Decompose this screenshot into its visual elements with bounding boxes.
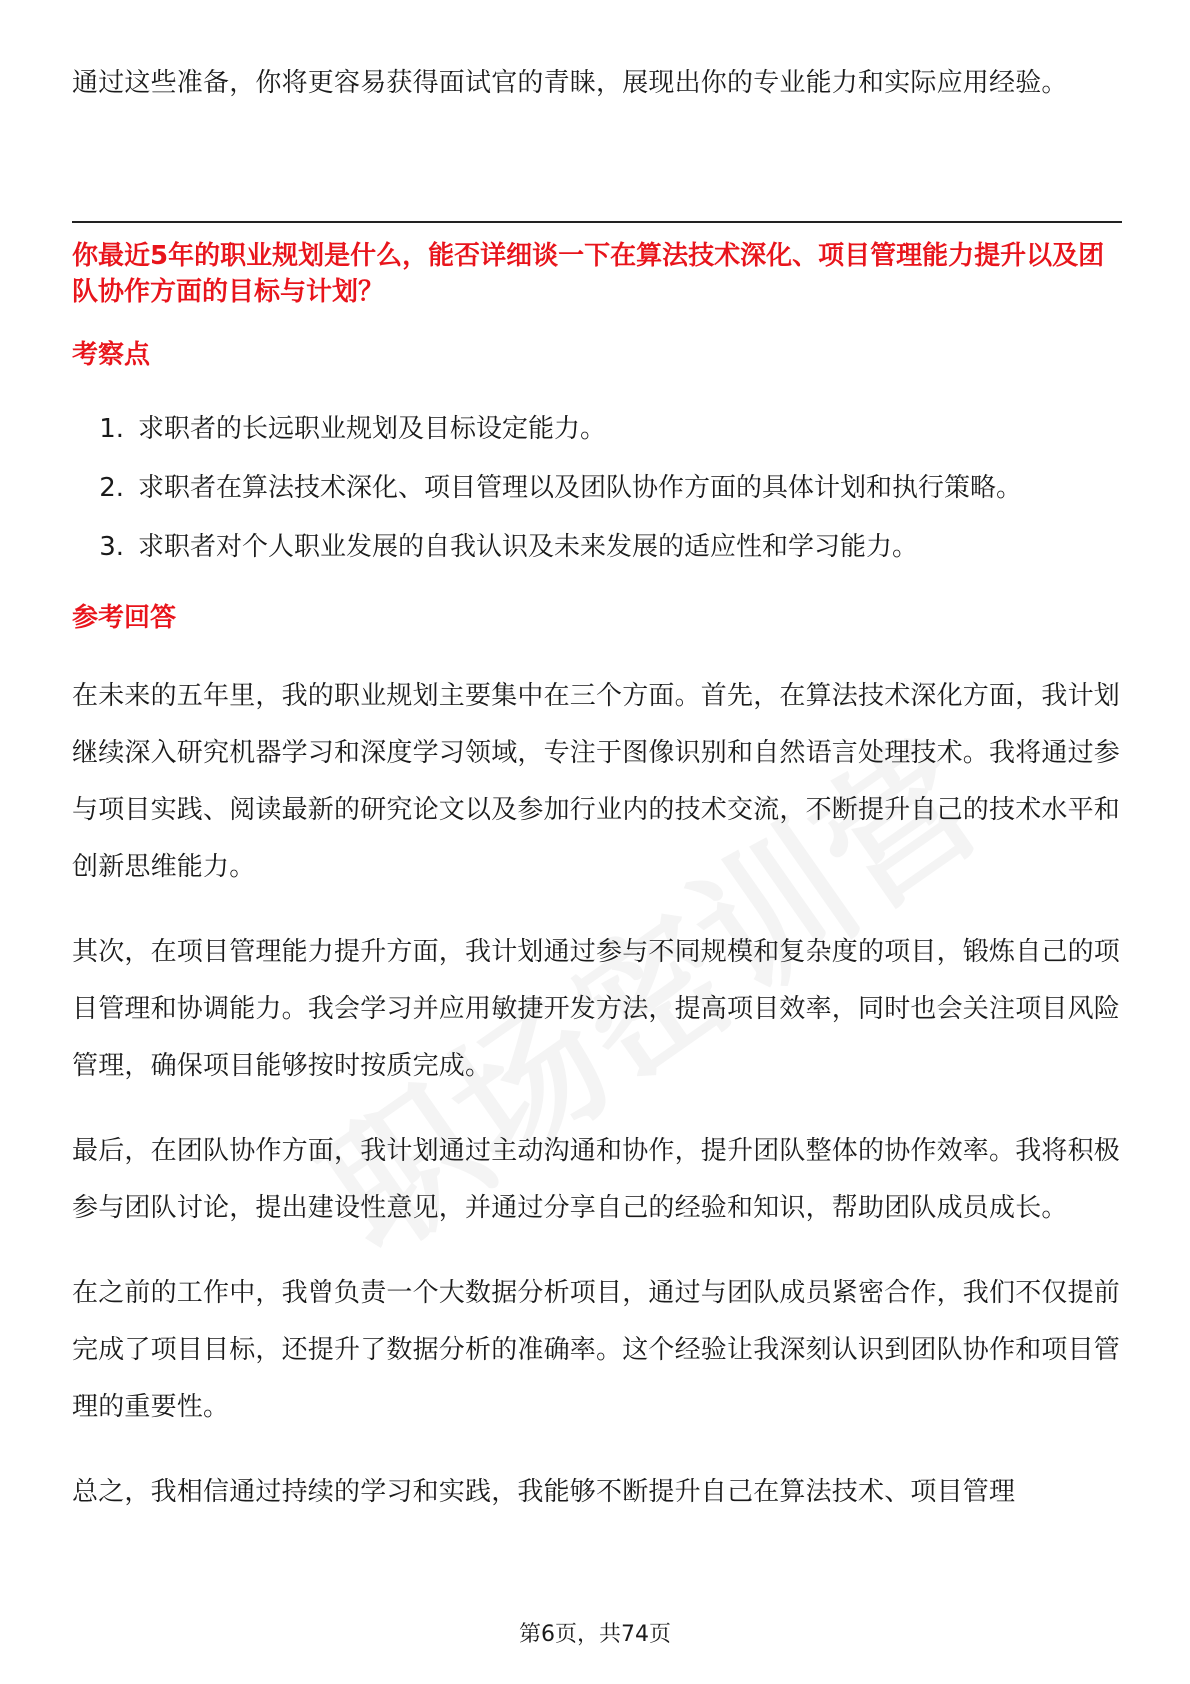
list-item-number: 3. [99, 532, 124, 562]
answer-paragraph: 其次，在项目管理能力提升方面，我计划通过参与不同规模和复杂度的项目，锻炼自己的项目管理和协调能力。我会学习并应用敏捷开发方法，提高项目效率，同时也会关注项目风险管理，确保项目能够按时按质完成。 [72, 937, 1121, 1081]
intro-paragraph: 通过这些准备，你将更容易获得面试官的青睐，展现出你的专业能力和实际应用经验。 [72, 68, 1068, 98]
answer-heading: 参考回答 [72, 603, 177, 633]
list-item [72, 459, 1122, 518]
assessment-heading: 考察点 [72, 340, 151, 370]
question-title: 你最近5年的职业规划是什么，能否详细谈一下在算法技术深化、项目管理能力提升以及团队协作方面的目标与计划？ [72, 241, 1105, 307]
section-divider [72, 221, 1122, 223]
answer-paragraph: 总之，我相信通过持续的学习和实践，我能够不断提升自己在算法技术、项目管理 [72, 1477, 1016, 1507]
list-item [72, 518, 1122, 577]
answer-paragraph: 在未来的五年里，我的职业规划主要集中在三个方面。首先，在算法技术深化方面，我计划继续深入研究机器学习和深度学习领域，专注于图像识别和自然语言处理技术。我将通过参与项目实践、阅读最新的研究论文以及参加行业内的技术交流，不断提升自己的技术水平和创新思维能力。 [72, 681, 1121, 882]
assessment-list [72, 400, 1122, 577]
list-item-number: 1. [99, 414, 124, 444]
list-item-text: 求职者在算法技术深化、项目管理以及团队协作方面的具体计划和执行策略。 [138, 473, 1023, 503]
list-item-number: 2. [99, 473, 124, 503]
answer-paragraph: 在之前的工作中，我曾负责一个大数据分析项目，通过与团队成员紧密合作，我们不仅提前完成了项目目标，还提升了数据分析的准确率。这个经验让我深刻认识到团队协作和项目管理的重要性。 [72, 1278, 1121, 1422]
answer-paragraph: 最后，在团队协作方面，我计划通过主动沟通和协作，提升团队整体的协作效率。我将积极参与团队讨论，提出建设性意见，并通过分享自己的经验和知识，帮助团队成员成长。 [72, 1136, 1121, 1223]
page-number-footer: 第6页，共74页 [519, 1622, 671, 1647]
list-item-text: 求职者的长远职业规划及目标设定能力。 [138, 414, 607, 444]
list-item-text: 求职者对个人职业发展的自我认识及未来发展的适应性和学习能力。 [138, 532, 919, 562]
answer-body [72, 668, 1122, 1549]
list-item [72, 400, 1122, 459]
